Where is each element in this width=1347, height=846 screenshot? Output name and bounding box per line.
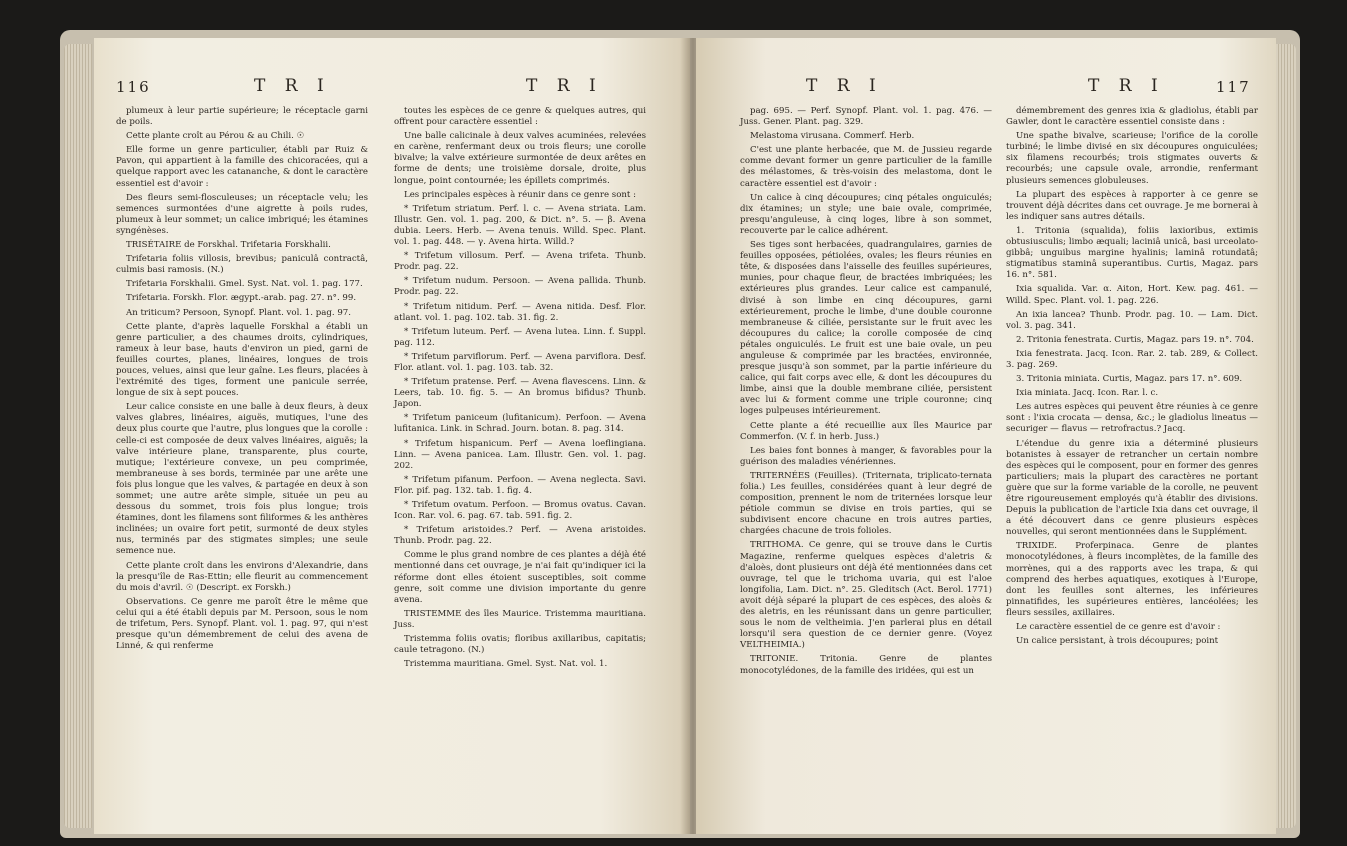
- paragraph: * Trifetum pratense. Perf. — Avena flavescens. Linn. & Leers, tab. 10. fig. 5. — An bromus bifidus? Thunb. Japon.: [394, 377, 646, 410]
- left-page-header: [94, 78, 690, 106]
- paragraph: 1. Tritonia (squalida), foliis laxioribus, extimis obtusiusculis; limbo æquali; laciniâ unicâ, basi urceolato-gibbâ; unguibus margine hyalinis; laminâ rotundatâ; stigmatibus staminâ superantibus. Curtis, Magaz. pars 16. n°. 581.: [1006, 225, 1258, 281]
- paragraph: Trifetaria Forskhalii. Gmel. Syst. Nat. vol. 1. pag. 177.: [126, 279, 363, 290]
- paragraph: Une balle calicinale à deux valves acuminées, relevées en carène, renfermant deux ou trois fleurs; une corolle bivalve; la valve extérieure surmontée de deux arêtes en forme de dents; une troisième dorsale, droite, plus longue, point contournée; les épillets comprimés.: [394, 131, 646, 186]
- paragraph: * Trifetum striatum. Perf. l. c. — Avena striata. Lam. Illustr. Gen. vol. 1. pag. 200, & Dict. n°. 5. — β. Avena dubia. Leers. Herb. — Avena tenuis. Willd. Spec. Plant. vol. 1. pag. 448. — γ. Avena hirta. Willd.?: [394, 203, 646, 248]
- paragraph: La plupart des espèces à rapporter à ce genre se trouvent déjà décrites dans cet ouvrage. Je me bornerai à les indiquer sans autres détails.: [1006, 189, 1258, 222]
- paragraph: Trifetaria. Forskh. Flor. ægypt.-arab. pag. 27. n°. 99.: [126, 293, 357, 304]
- paragraph: * Trifetum paniceum (lufitanicum). Perfoon. — Avena lufitanica. Link. in Schrad. Journ. botan. 8. pag. 314.: [394, 413, 646, 435]
- right-running-head-2: T R I: [1088, 76, 1165, 96]
- left-page: [94, 38, 690, 834]
- paragraph: Cette plante croît dans les environs d'Alexandrie, dans la presqu'île de Ras-Ettin; elle fleurit au commencement du mois d'avril. ☉ (Descript. ex Forskh.): [116, 560, 368, 593]
- left-page-column-1: [116, 106, 368, 655]
- paragraph: Leur calice consiste en une balle à deux fleurs, à deux valves glabres, linéaires, aiguës, mutiques, l'une des deux plus courte que l'autre, plus longues que la corolle : celle-ci est composée de deux valves linéaires, aiguës; la valve intérieure plane, transparente, plus courte, mutique; l'extérieure convexe, un peu comprimée, membraneuse à ses bords, terminée par une arête une fois plus longue que les valves, & partagée en deux à son sommet; une autre arête simple, située un peu au dessous du sommet, trois fois plus longue; trois étamines, dont les filamens sont filiformes & les anthères inclinées; un ovaire fort petit, surmonté de deux styles nus, terminés par des stigmates simples; une seule semence nue.: [116, 402, 368, 557]
- paragraph: * Trifetum parviflorum. Perf. — Avena parviflora. Desf. Flor. atlant. vol. 1. pag. 103. tab. 32.: [394, 351, 646, 373]
- paragraph: Melastoma virusana. Commerf. Herb.: [750, 131, 915, 142]
- paragraph: Les autres espèces qui peuvent être réunies à ce genre sont : l'ixia crocata — densa, &c.; le gladiolus lineatus — securiger — flavus — retrofractus.? Jacq.: [1006, 402, 1258, 435]
- paragraph: Trifetaria foliis villosis, brevibus; paniculâ contractâ, culmis basi ramosis. (N.): [116, 254, 368, 276]
- paragraph: Le caractère essentiel de ce genre est d'avoir :: [1016, 622, 1221, 633]
- page-edges-left: [64, 44, 92, 828]
- left-running-head-2: T R I: [526, 76, 603, 96]
- left-page-number: 116: [116, 78, 151, 96]
- paragraph: Ixia miniata. Jacq. Icon. Rar. l. c.: [1016, 388, 1159, 399]
- left-page-column-2: [394, 106, 646, 673]
- paragraph: C'est une plante herbacée, que M. de Jussieu regarde comme devant former un genre particulier de la famille des mélastomes, & très-voisin des melastoma, dont le caractère essentiel est d'avoir :: [740, 145, 992, 189]
- right-running-head-1: T R I: [806, 76, 883, 96]
- paragraph: Ixia squalida. Var. α. Aiton, Hort. Kew. pag. 461. — Willd. Spec. Plant. vol. 1. pag. 226.: [1006, 284, 1258, 306]
- right-page: [696, 38, 1276, 834]
- paragraph: L'étendue du genre ixia a déterminé plusieurs botanistes à essayer de retrancher un certain nombre des espèces qui le composent, pour en former des genres particuliers; mais la plupart des caractères ne portant guère que sur la forme variable de la corolle, ne peuvent être rigoureusement employés qu'à établir des divisions. Depuis la publication de l'article Ixia dans cet ouvrage, il a été découvert dans ce genre plusieurs espèces nouvelles, qui seront mentionnées dans le Supplément.: [1006, 438, 1258, 538]
- paragraph: démembrement des genres ixia & gladiolus, établi par Gawler, dont le caractère essentiel consiste dans :: [1006, 106, 1258, 128]
- paragraph: An ixia lancea? Thunb. Prodr. pag. 10. — Lam. Dict. vol. 3. pag. 341.: [1006, 309, 1258, 331]
- paragraph: Les principales espèces à réunir dans ce genre sont :: [404, 189, 636, 200]
- paragraph: TRISTEMME des îles Maurice. Tristemma mauritiana. Juss.: [394, 608, 646, 630]
- paragraph: Un calice à cinq découpures; cinq pétales onguiculés; dix étamines; un style; une baie ovale, comprimée, presqu'anguleuse, à cinq loges, libre à son sommet, recouverte par le calice adhérent.: [740, 192, 992, 236]
- open-book: [60, 30, 1300, 838]
- paragraph: Observations. Ce genre me paroît être le même que celui qui a été établi depuis par M. Persoon, sous le nom de trifetum, Pers. Synopf. Plant. vol. 1. pag. 97, qui n'est presque qu'un démembrement de celui des avena de Linné, & qui renferme: [116, 596, 368, 652]
- paragraph: Tristemma foliis ovatis; floribus axillaribus, capitatis; caule tetragono. (N.): [394, 634, 646, 656]
- page-edges-right: [1276, 44, 1296, 828]
- paragraph: Cette plante a été recueillie aux îles Maurice par Commerfon. (V. f. in herb. Juss.): [740, 420, 992, 442]
- paragraph: * Trifetum villosum. Perf. — Avena trifeta. Thunb. Prodr. pag. 22.: [394, 251, 646, 273]
- paragraph: Les baies font bonnes à manger, & favorables pour la guérison des maladies vénériennes.: [740, 445, 992, 467]
- paragraph: An triticum? Persoon, Synopf. Plant. vol. 1. pag. 97.: [126, 307, 351, 318]
- paragraph: pag. 695. — Perf. Synopf. Plant. vol. 1. pag. 476. — Juss. Gener. Plant. pag. 329.: [740, 106, 992, 128]
- right-page-header: [696, 78, 1276, 106]
- paragraph: Une spathe bivalve, scarieuse; l'orifice de la corolle turbiné; le limbe divisé en six découpures onguiculées; six filamens recourbés; trois stigmates ouverts & recourbés; une capsule ovale, arrondie, renfermant plusieurs semences globuleuses.: [1006, 131, 1258, 186]
- paragraph: Ses tiges sont herbacées, quadrangulaires, garnies de feuilles opposées, pétiolées, ovales; les fleurs réunies en tête, & disposées dans l'aisselle des feuilles supérieures, munies, pour chaque fleur, de bractées imbriquées; les extérieures plus grandes. Leur calice est campanulé, divisé à son limbe en cinq découpures, garni extérieurement, proche le limbe, d'une double couronne membraneuse & ciliée, persistante sur le fruit avec les découpures du calice; la corolle composée de cinq pétales onguiculés. Le fruit est une baie ovale, un peu anguleuse & comprimée par les bractées, environnée, presque jusqu'à son sommet, par la partie inférieure du calice, qui fait corps avec elle, & dont les découpures du limbe, ainsi que la double membrane ciliée, persistent avec lui & forment comme une triple couronne; cinq loges pulpeuses intérieurement.: [740, 240, 992, 417]
- paragraph: TRITERNÉES (Feuilles). (Triternata, triplicato-ternata folia.) Les feuilles, considérées quant à leur degré de composition, prennent le nom de triternées lorsque leur pétiole commun se divise en trois parties, qui se subdivisent encore chacune en trois autres parties, chargées chacune de trois folioles.: [740, 470, 992, 537]
- paragraph: * Trifetum nudum. Persoon. — Avena pallida. Thunb. Prodr. pag. 22.: [394, 276, 646, 298]
- paragraph: Ixia fenestrata. Jacq. Icon. Rar. 2. tab. 289, & Collect. 3. pag. 269.: [1006, 348, 1258, 370]
- paragraph: * Trifetum hispanicum. Perf — Avena loeflingiana. Linn. — Avena panicea. Lam. Illustr. Gen. vol. 1. pag. 202.: [394, 438, 646, 471]
- paragraph: TRITONIE. Tritonia. Genre de plantes monocotylédones, de la famille des iridées, qui est un: [740, 654, 992, 676]
- paragraph: Comme le plus grand nombre de ces plantes a déjà été mentionné dans cet ouvrage, je n'ai fait qu'indiquer ici la réforme dont elles étoient susceptibles, soit comme genre, soit comme une division importante du genre avena.: [394, 550, 646, 605]
- right-page-column-2: [1006, 106, 1258, 650]
- paragraph: Cette plante, d'après laquelle Forskhal a établi un genre particulier, a des chaumes droits, cylindriques, rameux à leur base, hauts d'environ un pied, garni de feuilles courtes, planes, linéaires, longues de trois pouces, velues, ainsi que leur gaîne. Les fleurs, placées à l'extrémité des tiges, forment une panicule serrée, longue de six à sept pouces.: [116, 321, 368, 399]
- paragraph: Cette plante croît au Pérou & au Chili. ☉: [126, 131, 305, 142]
- paragraph: TRIXIDE. Proferpinaca. Genre de plantes monocotylédones, à fleurs incomplètes, de la famille des morrènes, qui a des rapports avec les trapa, & qui comprend des herbes aquatiques, exotiques à l'Europe, dont les feuilles sont alternes, les inférieures pinnatifides, les supérieures entières, lancéolées; les fleurs sessiles, axillaires.: [1006, 541, 1258, 618]
- paragraph: * Trifetum nitidum. Perf. — Avena nitida. Desf. Flor. atlant. vol. 1. pag. 102. tab. 31. fig. 2.: [394, 301, 646, 323]
- paragraph: TRISÉTAIRE de Forskhal. Trifetaria Forskhalii.: [126, 240, 331, 251]
- paragraph: * Trifetum ovatum. Perfoon. — Bromus ovatus. Cavan. Icon. Rar. vol. 6. pag. 67. tab. 591. fig. 2.: [394, 500, 646, 522]
- paragraph: toutes les espèces de ce genre & quelques autres, qui offrent pour caractère essentiel :: [394, 106, 646, 128]
- paragraph: Des fleurs semi-flosculeuses; un réceptacle velu; les semences surmontées d'une aigrette à poils rudes, plumeux à leur sommet; un calice imbriqué; les étamines syngénèses.: [116, 192, 368, 236]
- paragraph: TRITHOMA. Ce genre, qui se trouve dans le Curtis Magazine, renferme quelques espèces d'aletris & d'aloès, dont plusieurs ont déjà été mentionnées dans cet ouvrage, tel que le trichoma uvaria, qui est l'aloe longifolia, Lam. Dict. n°. 25. Gleditsch (Act. Berol. 1771) avoit déjà séparé la plupart de ces espèces, des aloès & des aletris, en les réunissant dans un genre particulier, sous le nom de veltheimia. J'en parlerai plus en détail lorsqu'il sera question de ce dernier genre. (Voyez VELTHEIMIA.): [740, 540, 992, 651]
- paragraph: plumeux à leur partie supérieure; le réceptacle garni de poils.: [116, 106, 368, 128]
- paragraph: * Trifetum luteum. Perf. — Avena lutea. Linn. f. Suppl. pag. 112.: [394, 326, 646, 348]
- right-page-column-1: [740, 106, 992, 680]
- paragraph: Elle forme un genre particulier, établi par Ruiz & Pavon, qui appartient à la famille des chicoracées, qui a quelque rapport avec les catananche, & dont le caractère essentiel est d'avoir :: [116, 145, 368, 189]
- left-running-head-1: T R I: [254, 76, 331, 96]
- paragraph: 2. Tritonia fenestrata. Curtis, Magaz. pars 19. n°. 704.: [1016, 334, 1254, 345]
- paragraph: Un calice persistant, à trois découpures; point: [1016, 636, 1219, 647]
- paragraph: 3. Tritonia miniata. Curtis, Magaz. pars 17. n°. 609.: [1016, 374, 1243, 385]
- paragraph: Tristemma mauritiana. Gmel. Syst. Nat. vol. 1.: [404, 659, 608, 670]
- paragraph: * Trifetum aristoides.? Perf. — Avena aristoides. Thunb. Prodr. pag. 22.: [394, 525, 646, 547]
- right-page-number: 117: [1216, 78, 1251, 96]
- paragraph: * Trifetum pifanum. Perfoon. — Avena neglecta. Savi. Flor. pif. pag. 132. tab. 1. fig. 4.: [394, 474, 646, 496]
